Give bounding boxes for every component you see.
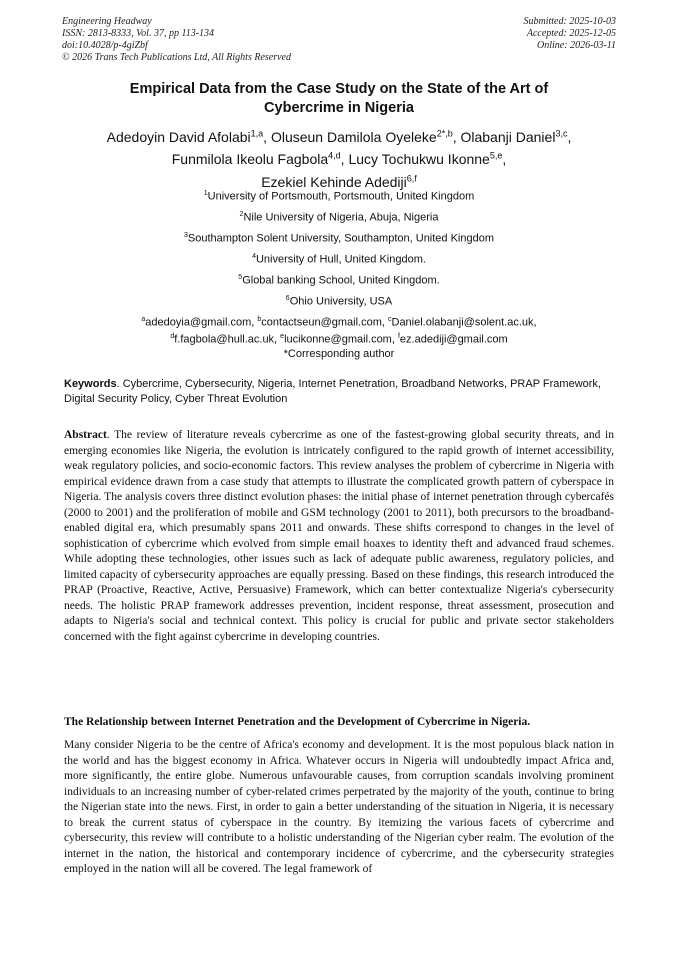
- online-date: Online: 2026-03-11: [537, 40, 616, 51]
- doi: doi:10.4028/p-4giZbf: [62, 40, 148, 51]
- journal-name: Engineering Headway: [62, 16, 152, 27]
- email-list: [40, 313, 638, 362]
- keywords: [64, 377, 614, 407]
- author: Ezekiel Kehinde Adediji$^{6,f}$: [261, 173, 417, 190]
- header-left: [62, 16, 291, 64]
- email-line: $^d$f.fagbola@hull.ac.uk, $^e$lucikonne@gmail.com, $^f$ez.adediji@gmail.com: [170, 333, 508, 346]
- copyright: © 2026 Trans Tech Publications Ltd, All Rights Reserved: [62, 52, 291, 63]
- paper-title: Empirical Data from the Case Study on the State of the Art of Cybercrime in Nigeria: [129, 81, 549, 116]
- email-link[interactable]: ez.adediji@gmail.com: [399, 333, 508, 346]
- email-link[interactable]: contactseun@gmail.com,: [261, 316, 388, 329]
- corresponding-author-note: *Corresponding author: [283, 348, 395, 361]
- header-right: [524, 16, 617, 52]
- email-link[interactable]: f.fagbola@hull.ac.uk,: [174, 333, 281, 346]
- keywords-label: Keywords: [64, 378, 117, 390]
- issn: ISSN: 2813-8333, Vol. 37, pp 113-134: [62, 28, 215, 39]
- accepted-date: Accepted: 2025-12-05: [526, 28, 616, 39]
- email-link[interactable]: lucikonne@gmail.com,: [284, 333, 398, 346]
- affiliation-list: [40, 185, 638, 311]
- abstract-label: Abstract: [64, 429, 107, 441]
- author: Adedoyin David Afolabi$^{1,a}$,: [106, 128, 271, 145]
- affiliation: $^1$University of Portsmouth, Portsmouth, United Kingdom: [203, 190, 475, 203]
- section-body: Many consider Nigeria to be the centre of Africa's economy and development. It is the most populous black nation in the world and has the biggest economy in Africa. Whatever occurs in Nigeria will undoubtedly impact Africa and, more significantly, the entire globe. Numerous unfavourable causes, from corruption scandals involving prominent individuals to an increasing number of cyber-related crimes perpetrated by the majority of the youth, continue to bring the Nigerian state into the news. First, in order to gain a better understanding of the situation in Nigeria, it is necessary to break the current status of cyberspace in the country. By itemizing the various facets of cybercrime and cybersecurity, this review will contribute to a holistic understanding of the Nigerian cyber realm. The evolution of the internet in the nation, the historical and contemporary incidence of cybercrime, and the cybersecurity strategies employed in the nation will all be covered. The legal framework of: [64, 739, 614, 875]
- author: Lucy Tochukwu Ikonne$^{5,e}$,: [348, 150, 507, 168]
- author-list: [40, 124, 638, 192]
- email-link[interactable]: Daniel.olabanji@solent.ac.uk,: [391, 316, 537, 329]
- section-heading: The Relationship between Internet Penetration and the Development of Cybercrime in Nigeria.: [64, 716, 531, 728]
- abstract-text: . The review of literature reveals cybercrime as one of the fastest-growing global security threats, and in emerging economies like Nigeria, the evolution is intricately configured to the rapid growth of internet accessibility, weak regulatory policies, and socio-economic factors. This review analyses the problem of cybercrime in Nigeria with empirical evidence drawn from a case study that attempts to illustrate the complicated growth pattern of cyberspace in Nigeria. The analysis covers three distinct evolution phases: the initial phase of internet penetration through cybercafés (2000 to 2001) and the proliferation of mobile and GSM technology (2001 to 2011), both precursors to the broadband-enabled digital era, which presumably spans 2011 and onwards. These shifts correspond to changes in the level of sophistication of cybercrime which evolved from simple email hoaxes to identity theft and advanced fraud schemes. While adopting these technologies, other issues such as lack of adequate public awareness, regulatory policies, and limited capacity of cybersecurity approaches are equally pressing. Based on these findings, this research introduced the PRAP (Proactive, Reactive, Active, Persuasive) Framework, which can better contextualize Nigeria's cybersecurity needs. The holistic PRAP framework addresses prevention, incident response, threat assessment, prosecution and adapts to Nigeria's social and technical context. This policy is crucial for public and private sector stakeholders concerned with the fight against cybercrime in developing countries.: [64, 429, 614, 643]
- email-line: $^a$adedoyia@gmail.com, $^b$contactseun@gmail.com, $^c$Daniel.olabanji@solent.ac.uk,: [141, 316, 537, 329]
- affiliation: $^6$Ohio University, USA: [285, 295, 393, 308]
- affiliation: $^5$Global banking School, United Kingdom.: [238, 274, 440, 287]
- keywords-text: . Cybercrime, Cybersecurity, Nigeria, Internet Penetration, Broadband Networks, PRAP Framework, Digital Security Policy, Cyber Threat Evolution: [64, 378, 601, 405]
- email-link[interactable]: adedoyia@gmail.com,: [145, 316, 258, 329]
- journal-header: [62, 16, 616, 64]
- affiliation: $^3$Southampton Solent University, Southampton, United Kingdom: [183, 232, 495, 245]
- author: Oluseun Damilola Oyeleke$^{2*,b}$,: [270, 128, 461, 145]
- affiliation: $^4$University of Hull, United Kingdom.: [252, 253, 426, 266]
- author: Funmilola Ikeolu Fagbola$^{4,d}$,: [171, 150, 349, 168]
- abstract: [64, 428, 614, 645]
- affiliation: $^2$Nile University of Nigeria, Abuja, Nigeria: [239, 211, 439, 224]
- author: Olabanji Daniel$^{3,c}$,: [460, 128, 572, 145]
- submitted-date: Submitted: 2025-10-03: [523, 16, 616, 27]
